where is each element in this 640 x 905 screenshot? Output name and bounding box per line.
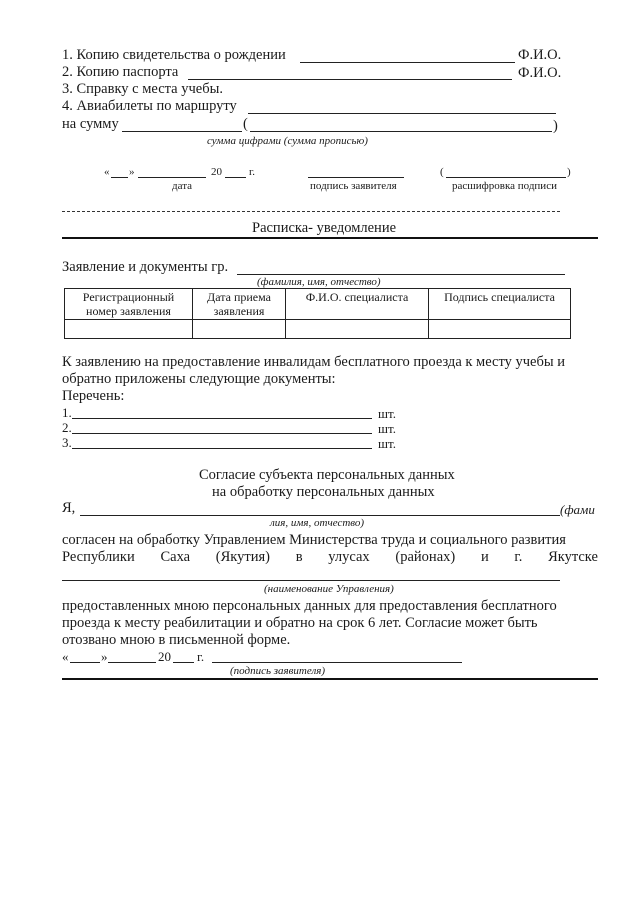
- fill-line[interactable]: [225, 177, 246, 178]
- fill-line[interactable]: [248, 113, 556, 114]
- fill-line[interactable]: [300, 62, 515, 63]
- fill-line[interactable]: [80, 515, 560, 516]
- unit-label: шт.: [378, 406, 396, 421]
- unit-label: шт.: [378, 421, 396, 436]
- col-header: Дата приема заявления: [193, 289, 286, 320]
- fill-line[interactable]: [72, 433, 372, 434]
- attached-text-1: К заявлению на предоставление инвалидам бесплатного проезда к месту учебы и: [62, 354, 565, 370]
- year-suffix: г.: [197, 649, 205, 664]
- fill-line[interactable]: [250, 131, 552, 132]
- table-cell[interactable]: [429, 320, 571, 339]
- consent-title-2: на обработку персональных данных: [212, 484, 435, 500]
- divider: [62, 237, 598, 239]
- name-hint-end: лия, имя, отчество): [270, 517, 365, 529]
- fill-line[interactable]: [72, 418, 372, 419]
- doc-item-number: 3.: [62, 435, 72, 450]
- paren-open: (: [243, 116, 248, 132]
- fill-line[interactable]: [70, 662, 100, 663]
- fill-line[interactable]: [237, 274, 565, 275]
- word: Якутске: [548, 549, 598, 565]
- table-row: [65, 320, 571, 339]
- list-item-4: 4. Авиабилеты по маршруту: [62, 98, 237, 114]
- date-quote-open: «: [104, 166, 110, 178]
- name-caption: (фамилия, имя, отчество): [257, 276, 381, 288]
- date-caption: дата: [172, 180, 193, 192]
- word: (Якутия): [215, 549, 270, 565]
- word: (районах): [395, 549, 456, 565]
- fill-line[interactable]: [446, 177, 566, 178]
- year-prefix: 20: [158, 649, 171, 664]
- decode-close: ): [567, 166, 571, 178]
- signature-caption: подпись заявителя: [310, 180, 397, 192]
- list-label: Перечень:: [62, 388, 125, 404]
- consent-title-1: Согласие субъекта персональных данных: [199, 467, 455, 483]
- list-item-1: 1. Копию свидетельства о рождении: [62, 47, 286, 63]
- col-header: Ф.И.О. специалиста: [286, 289, 429, 320]
- unit-label: шт.: [378, 436, 396, 451]
- consent-body-1: согласен на обработку Управлением Министерства труда и социального развития: [62, 532, 566, 548]
- fill-line[interactable]: [108, 662, 156, 663]
- fill-line[interactable]: [212, 662, 462, 663]
- year-prefix: 20: [211, 166, 222, 178]
- signature-caption: (подпись заявителя): [230, 665, 326, 677]
- divider: [62, 678, 598, 680]
- attached-text-2: обратно приложены следующие документы:: [62, 371, 336, 387]
- name-hint-start: (фами: [560, 502, 595, 517]
- word: Саха: [160, 549, 191, 565]
- table-cell[interactable]: [65, 320, 193, 339]
- list-item-3: 3. Справку с места учебы.: [62, 81, 223, 97]
- consent-body2-2: проезда к месту реабилитации и обратно на срок 6 лет. Согласие может быть: [62, 615, 538, 631]
- word: и: [480, 549, 489, 565]
- fill-line[interactable]: [122, 131, 242, 132]
- fill-line[interactable]: [188, 79, 512, 80]
- word: г.: [514, 549, 523, 565]
- year-suffix: г.: [249, 166, 256, 178]
- consent-body-2: [62, 549, 598, 566]
- registration-table: [64, 288, 571, 339]
- date-quote-close: »: [101, 649, 108, 664]
- list-item-2: 2. Копию паспорта: [62, 64, 179, 80]
- date-quote-open: «: [62, 649, 69, 664]
- word: улусах: [328, 549, 370, 565]
- doc-item-number: 2.: [62, 420, 72, 435]
- receipt-title: Расписка- уведомление: [252, 220, 397, 236]
- fill-line[interactable]: [111, 177, 128, 178]
- doc-item-number: 1.: [62, 405, 72, 420]
- col-header: Регистрационный номер заявления: [65, 289, 193, 320]
- word: в: [295, 549, 303, 565]
- table-header-row: [65, 289, 571, 320]
- decode-open: (: [440, 166, 444, 178]
- org-caption: (наименование Управления): [264, 583, 394, 595]
- fill-line[interactable]: [62, 580, 560, 581]
- decode-caption: расшифровка подписи: [452, 180, 557, 192]
- statement-label: Заявление и документы гр.: [62, 259, 229, 275]
- word: Республики: [62, 549, 135, 565]
- table-cell[interactable]: [193, 320, 286, 339]
- i-label: Я,: [62, 500, 76, 516]
- col-header: Подпись специалиста: [429, 289, 571, 320]
- consent-body2-3: отозвано мною в письменной форме.: [62, 632, 291, 648]
- fill-line[interactable]: [138, 177, 206, 178]
- sum-label: на сумму: [62, 116, 119, 132]
- fill-line[interactable]: [308, 177, 404, 178]
- table-cell[interactable]: [286, 320, 429, 339]
- fill-line[interactable]: [72, 448, 372, 449]
- consent-body2-1: предоставленных мною персональных данных для предоставления бесплатного: [62, 598, 557, 614]
- cut-line: [62, 211, 560, 212]
- fio-label: Ф.И.О.: [518, 65, 562, 81]
- fill-line[interactable]: [173, 662, 194, 663]
- fio-label: Ф.И.О.: [518, 47, 562, 63]
- date-quote-close: »: [129, 166, 135, 178]
- paren-close: ): [553, 118, 558, 134]
- sum-caption: сумма цифрами (сумма прописью): [207, 135, 368, 147]
